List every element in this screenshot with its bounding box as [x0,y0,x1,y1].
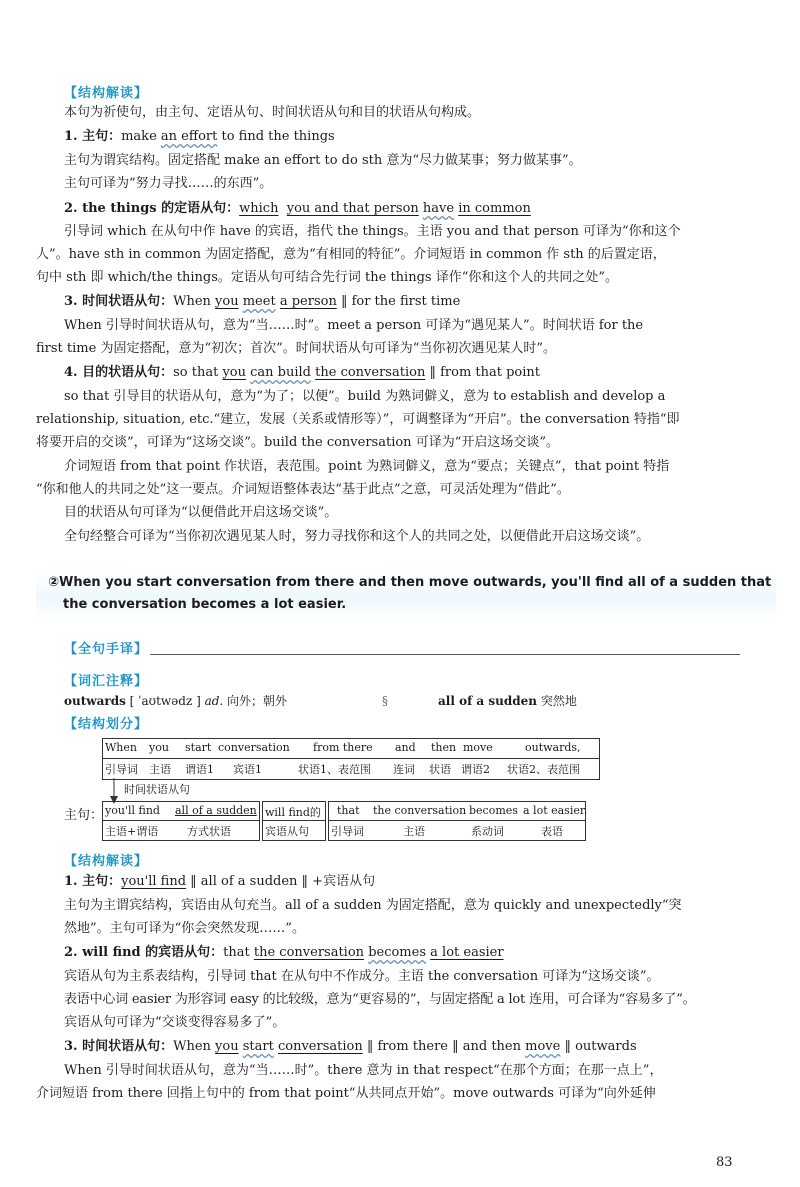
time-rest: ‖ for the first time [336,294,461,309]
time-explain-1: When 引导时间状语从句，意为“当……时”。meet a person 可译为“遇见某人”。时间状语 for the [64,318,644,333]
main-clause-explain-1: 主句为谓宾结构。固定搭配 make an effort to do sth 意为“尽力做某事；努力做某事”。 [64,153,582,168]
word-then: then [431,741,457,754]
mc-role-subj-pred: 主语+谓语 [105,825,159,838]
oc-role-introducer: 引导词 [331,825,364,838]
s2-time-when: When [173,1039,216,1054]
object-clause-box [262,801,326,841]
oc-word-becomes: becomes [469,804,518,817]
sentence-2-line-2: the conversation becomes a lot easier. [63,597,347,612]
s2-obj-conv: the conversation [253,945,365,960]
attributive-clause-title: 2. the things 的定语从句： [64,201,240,216]
word-outwards: outwards, [525,741,581,754]
main-clause-make: make [121,129,161,144]
s2-object-explain-3: 宾语从句可译为“交谈变得容易多了”。 [64,1015,286,1030]
purpose-clause-line [64,363,540,382]
main-clause-effort: an effort [160,129,218,144]
s2-object-clause-line [64,943,504,962]
s2-obj-that: that [223,945,254,960]
time-meet: meet [242,294,276,309]
s2-time-rest-2: ‖ outwards [560,1039,637,1054]
attr-you: you and that person [286,201,419,216]
section-heading-structure-analysis-2: 【结构解读】 [64,854,149,869]
page-number: 83 [716,1155,733,1170]
vocab-def-outwards: 向外；朝外 [223,694,288,708]
s2-main-explain-1: 主句为主谓宾结构，宾语由从句充当。all of a sudden 为固定搭配，意为 quickly and unexpectedly“突 [64,898,682,913]
word-start: start [185,741,212,754]
mc-role-manner: 方式状语 [187,825,231,838]
oc-word-conversation: the conversation [373,804,467,817]
purpose-rest: ‖ from that point [425,365,541,380]
attributive-explain-1: 引导词 which 在从句中作 have 的宾语，指代 the things。主语 you and that person 可译为“你和这个 [64,224,681,239]
clause-breakdown-table [102,738,600,780]
s2-main-rest: ‖ all of a sudden ‖ +宾语从句 [186,874,376,889]
time-when: When [173,294,216,309]
time-clause-title: 3. 时间状语从句： [64,294,174,309]
s2-time-conv: conversation [277,1039,363,1054]
attr-in-common: in common [458,201,531,216]
translate-heading: 【全句手译】 [64,642,149,657]
word-move: move [463,741,493,754]
full-translation-summary: 全句经整合可译为“当你初次遇见某人时，努力寻找你和这个人的共同之处，以便借此开启这场交谈”。 [64,529,650,544]
role-predicate-1: 谓语1 [185,763,214,776]
main-clause-explain-2: 主句可译为“努力寻找……的东西”。 [64,176,273,191]
word-and: and [395,741,416,754]
time-explain-2: first time 为固定搭配，意为“初次；首次”。时间状语从句可译为“当你初次遇见某人时”。 [36,341,557,356]
attr-which: which [239,201,279,216]
s2-time-rest-1: ‖ from there ‖ and then [362,1039,526,1054]
main-clause-label: 主句： [64,808,104,823]
vocab-phonetic-outwards: [ ˈaʊtwədz ] [125,694,205,708]
purpose-conv: the conversation [315,365,426,380]
vocab-all-of-a-sudden [438,692,577,711]
purpose-explain-6: 目的状语从句可译为“以便借此开启这场交谈”。 [64,505,338,520]
s2-time-clause-title: 3. 时间状语从句： [64,1039,174,1054]
oc-will-find: will find的 [265,806,321,819]
role-introducer: 引导词 [105,763,138,776]
object-clause-breakdown [328,801,586,841]
s2-time-clause-line [64,1037,637,1056]
attributive-explain-2: 人”。have sth in common 为固定搭配，意为“有相同的特征”。介词短语 in common 作 sth 的后置定语， [36,247,666,262]
time-you: you [215,294,239,309]
vocab-marker: § [382,694,388,708]
s2-time-start: start [242,1039,274,1054]
structure-division-heading: 【结构划分】 [64,717,149,732]
time-clause-line [64,292,460,311]
role-subject: 主语 [149,763,171,776]
purpose-explain-3: 将要开启的交谈”，可译为“这场交谈”。build the conversation 可译为“开启这场交谈”。 [36,435,559,450]
purpose-explain-2: relationship, situation, etc.“建立，发展（关系或情形等）”，可调整译为“开启”。the conversation 特指“即 [36,412,680,427]
s2-time-explain-1: When 引导时间状语从句，意为“当……时”。there 意为 in that respect“在那个方面；在那一点上”， [64,1063,663,1078]
purpose-so: so that [173,365,223,380]
purpose-explain-1: so that 引导目的状语从句，意为“为了；以便”。build 为熟词僻义，意为 to establish and develop a [64,389,666,404]
section-heading-structure-analysis: 【结构解读】 [64,86,149,101]
main-clause-to: to find the things [217,129,335,144]
vocab-word-sudden: all of a sudden [438,694,537,708]
word-you: you [149,741,169,754]
vocab-pos-outwards: ad. [204,694,224,708]
s2-obj-easier: a lot easier [430,945,504,960]
oc-role-linking-verb: 系动词 [471,825,504,838]
s2-main-clause-title: 1. 主句： [64,874,122,889]
time-person: a person [279,294,337,309]
attributive-explain-3: 句中 sth 即 which/the things。定语从句可结合先行词 the things 译作“你和这个人的共同之处”。 [36,270,618,285]
s2-object-clause-title: 2. will find 的宾语从句： [64,945,224,960]
s2-main-explain-2: 然地”。主句可译为“你会突然发现……”。 [64,921,305,936]
attributive-clause-line [64,199,531,218]
purpose-can: can build [250,365,312,380]
intro-text: 本句为祈使句，由主句、定语从句、时间状语从句和目的状语从句构成。 [64,105,481,120]
oc-word-easier: a lot easier. [523,804,588,817]
s2-object-explain-1: 宾语从句为主系表结构，引导词 that 在从句中不作成分。主语 the conversation 可译为“这场交谈”。 [64,969,660,984]
oc-role-subject: 主语 [403,825,425,838]
oc-object-clause: 宾语从句 [265,825,309,838]
purpose-explain-5: “你和他人的共同之处”这一要点。介词短语整体表达“基于此点”之意，可灵活处理为“借此”。 [36,482,570,497]
role-object-1: 宾语1 [233,763,262,776]
attr-have: have [422,201,455,216]
mc-word-sudden: all of a sudden [175,804,257,817]
purpose-clause-title: 4. 目的状语从句： [64,365,174,380]
main-clause-title: 1. 主句： [64,129,122,144]
role-adverbial: 状语 [429,763,451,776]
role-conjunction: 连词 [393,763,415,776]
oc-word-that: that [337,804,360,817]
vocab-outwards [64,692,287,711]
example-sentence-2 [36,568,776,620]
vocab-heading: 【词汇注释】 [64,674,149,689]
word-when: When [105,741,137,754]
vocab-def-sudden: 突然地 [537,694,577,708]
s2-time-explain-2: 介词短语 from there 回指上句中的 from that point“从共同点开始”。move outwards 可译为“向外延伸 [36,1086,656,1101]
purpose-you: you [222,365,246,380]
role-adverbial-1: 状语1、表范围 [298,763,371,776]
s2-time-you: you [215,1039,239,1054]
oc-role-predicative: 表语 [541,825,563,838]
s2-main-youll-find: you'll find [121,874,187,889]
main-clause-box [102,801,260,841]
word-from-there: from there [313,741,373,754]
s2-object-explain-2: 表语中心词 easier 为形容词 easy 的比较级，意为“更容易的”，与固定搭配 a lot 连用，可合译为“容易多了”。 [64,992,696,1007]
mc-word-youll-find: you'll find [105,804,160,817]
role-adverbial-2: 状语2、表范围 [507,763,580,776]
role-predicate-2: 谓语2 [461,763,490,776]
word-conversation: conversation [218,741,290,754]
vocab-word-outwards: outwards [64,694,126,708]
main-clause-line [64,127,335,146]
translation-blank-line[interactable] [150,654,740,655]
s2-obj-becomes: becomes [368,945,427,960]
time-clause-arrow-label: 时间状语从句 [124,783,190,796]
purpose-explain-4: 介词短语 from that point 作状语，表范围。point 为熟词僻义，意为“要点；关键点”，that point 特指 [64,459,670,474]
s2-time-move: move [525,1039,561,1054]
sentence-2-line-1: ②When you start conversation from there and then move outwards, you'll find all of a sudden that [48,575,772,590]
s2-main-clause-line [64,872,375,891]
